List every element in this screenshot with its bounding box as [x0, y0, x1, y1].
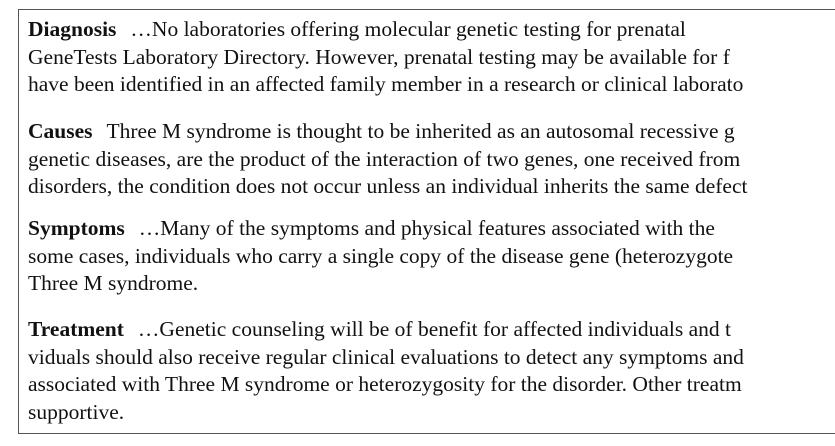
section-line: associated with Three M syndrome or heterozygosity for the disorder. Other treatm — [28, 372, 742, 396]
section-treatment — [28, 316, 835, 426]
section-line: disorders, the condition does not occur unless an individual inherits the same defect — [28, 174, 748, 198]
section-heading: Symptoms — [28, 216, 125, 240]
section-line: genetic diseases, are the product of the interaction of two genes, one received from — [28, 146, 741, 171]
section-line — [28, 316, 835, 344]
section-text: …No laboratories offering molecular genetic testing for prenatal — [130, 17, 686, 41]
section-text: …Many of the symptoms and physical features associated with the — [138, 216, 715, 240]
section-line: viduals should also receive regular clinical evaluations to detect any symptoms and — [28, 344, 744, 369]
section-line — [28, 215, 835, 243]
section-line: some cases, individuals who carry a single copy of the disease gene (heterozygote — [28, 243, 734, 268]
section-heading: Diagnosis — [28, 17, 117, 41]
section-line — [28, 118, 835, 146]
section-line: supportive. — [28, 399, 125, 424]
section-heading: Causes — [28, 119, 93, 143]
section-line: have been identified in an affected family member in a research or clinical laborato — [28, 72, 744, 96]
section-text: Three M syndrome is thought to be inherited as an autosomal recessive g — [106, 119, 735, 143]
section-symptoms — [28, 215, 835, 298]
section-heading: Treatment — [28, 317, 124, 341]
section-line: Three M syndrome. — [28, 271, 199, 295]
section-text: …Genetic counseling will be of benefit for affected individuals and t — [137, 317, 731, 341]
section-causes — [28, 118, 835, 201]
section-diagnosis — [28, 16, 835, 99]
section-line: GeneTests Laboratory Directory. However, prenatal testing may be available for f — [28, 44, 730, 69]
text-box — [18, 9, 835, 434]
section-line — [28, 16, 835, 44]
